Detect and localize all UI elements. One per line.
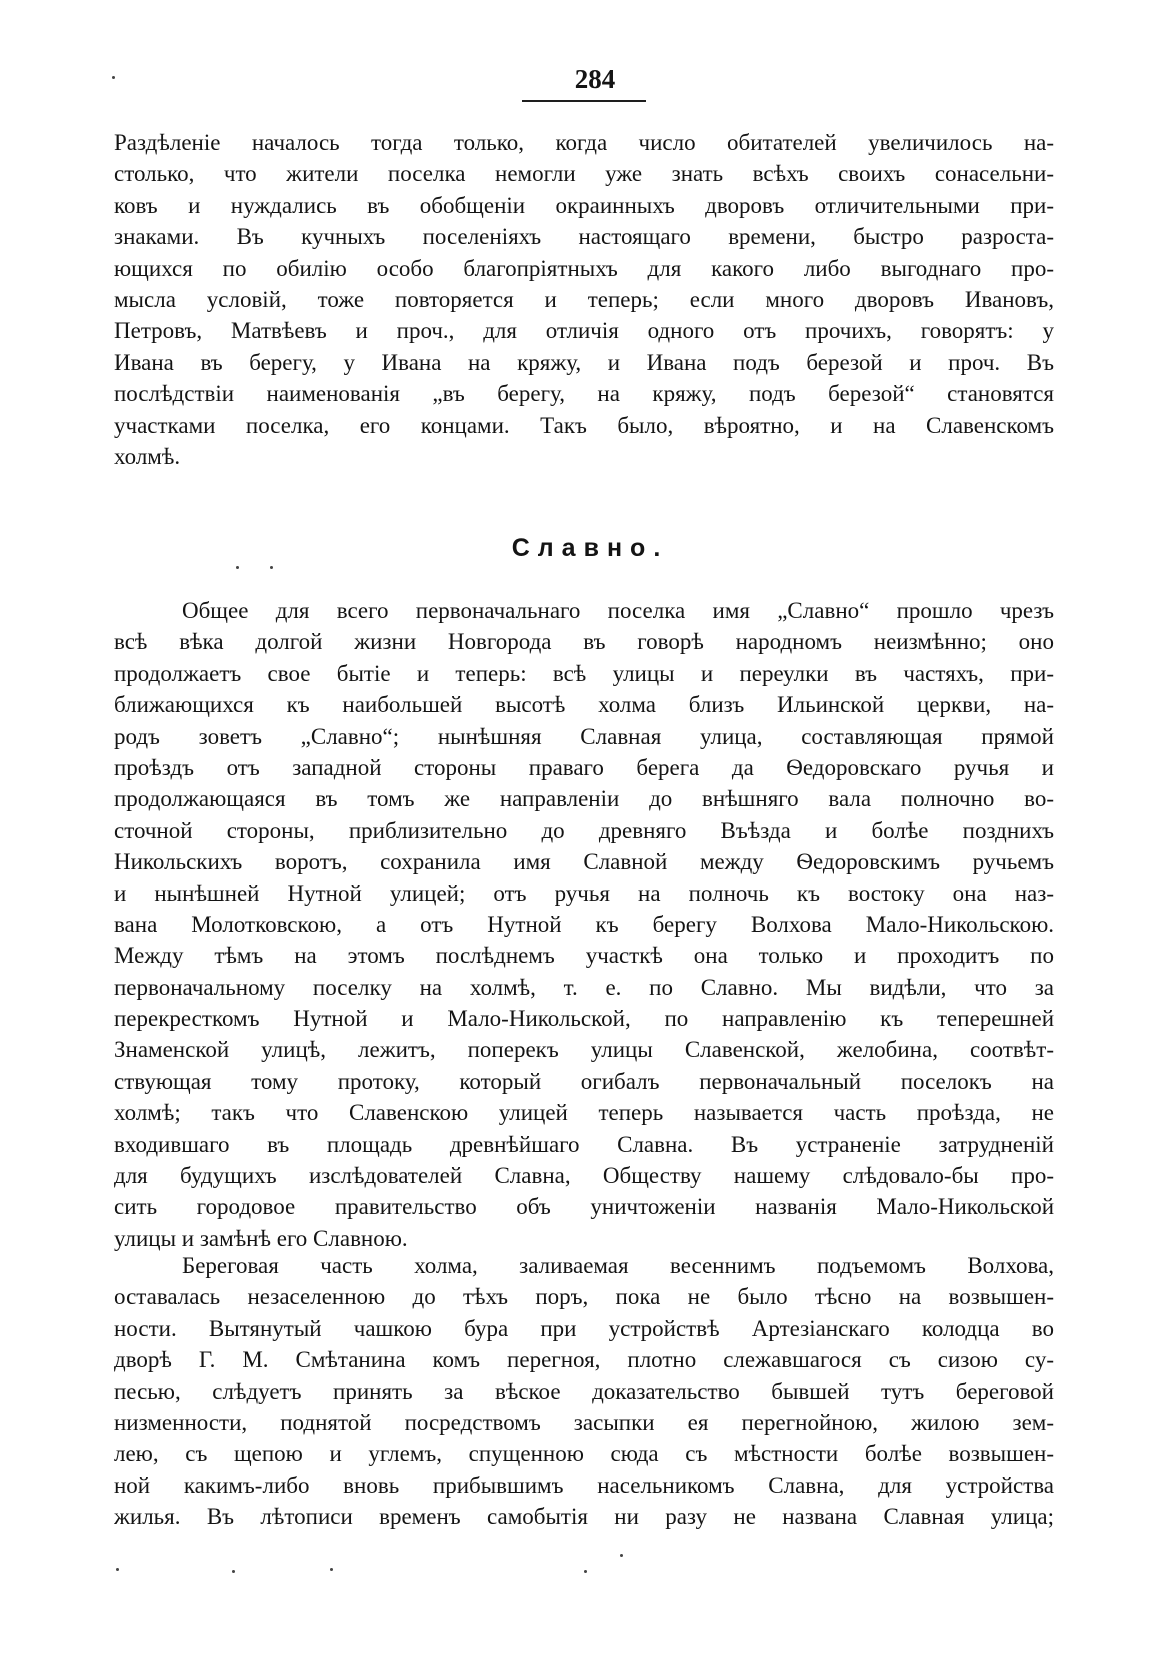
text-line: ближающихся къ наибольшей высотѣ холма близъ Ильинской церкви, на- (114, 692, 1054, 718)
text-line: Общее для всего первоначальнаго поселка имя „Славно“ прошло чрезъ (182, 598, 1054, 623)
text-line: столько, что жители поселка немогли уже знать всѣхъ своихъ сонасельни- (114, 161, 1054, 187)
text-line: песью, слѣдуетъ принять за вѣское доказательство бывшей тутъ береговой (114, 1378, 1054, 1404)
text-line: ной какимъ-либо вновь прибывшимъ насельникомъ Славна, для устройства (114, 1472, 1054, 1498)
scan-speck (620, 1554, 623, 1557)
text-line: Ивана въ берегу, у Ивана на кряжу, и Ивана подъ березой и проч. Въ (114, 349, 1054, 375)
scan-speck (270, 566, 273, 569)
text-line: улицы и замѣнѣ его Славною. (114, 1225, 408, 1251)
text-line: Никольскихъ воротъ, сохранила имя Славной между Ѳедоровскимъ ручьемъ (114, 849, 1054, 875)
text-line: для будущихъ изслѣдователей Славна, Обществу нашему слѣдовало-бы про- (114, 1163, 1054, 1189)
text-line: ющихся по обилію особо благопріятныхъ для какого либо выгоднаго про- (114, 255, 1054, 281)
text-line: родъ зоветъ „Славно“; нынѣшняя Славная улица, составляющая прямой (114, 723, 1054, 749)
text-line: Береговая часть холма, заливаемая весеннимъ подъемомъ Волхова, (182, 1253, 1054, 1278)
text-line: ности. Вытянутый чашкою бура при устройствѣ Артезіанскаго колодца во (114, 1315, 1054, 1341)
text-line: и нынѣшней Нутной улицей; отъ ручья на полночь къ востоку она наз- (114, 880, 1054, 906)
text-line: послѣдствіи наименованія „въ берегу, на кряжу, подъ березой“ становятся (114, 381, 1054, 407)
text-line: участками поселка, его концами. Такъ было, вѣроятно, и на Славенскомъ (114, 412, 1054, 438)
text-line: дворѣ Г. М. Смѣтанина комъ перегноя, плотно слежавшагося съ сизою су- (114, 1347, 1054, 1373)
paragraph-slavno (114, 595, 1054, 1254)
scan-speck (236, 566, 239, 569)
text-line: продолжающаяся въ томъ же направленіи до внѣшняго вала полночно во- (114, 786, 1054, 812)
text-line: входившаго въ площадь древнѣйшаго Славна. Въ устраненіе затрудненій (114, 1131, 1054, 1157)
scan-speck (112, 76, 115, 79)
text-line: оставалась незаселенною до тѣхъ поръ, пока не было тѣсно на возвышен- (114, 1284, 1054, 1310)
text-line: Петровъ, Матвѣевъ и проч., для отличія одного отъ прочихъ, говорятъ: у (114, 318, 1054, 344)
paragraph-riverbank (114, 1250, 1054, 1533)
text-line: мысла условій, тоже повторяется и теперь; если много дворовъ Ивановъ, (114, 286, 1054, 312)
text-line: Раздѣленіе началось тогда только, когда число обитателей увеличилось на- (114, 130, 1054, 155)
text-line: жилья. Въ лѣтописи временъ самобытія ни разу не названа Славная улица; (114, 1504, 1054, 1530)
scan-speck (116, 1568, 119, 1571)
text-line: низменности, поднятой посредствомъ засыпки ея перегнойною, жилою зем- (114, 1409, 1054, 1435)
text-line: первоначальному поселку на холмѣ, т. е. по Славно. Мы видѣли, что за (114, 974, 1054, 1000)
text-line: лею, съ щепою и углемъ, спущенною сюда съ мѣстности болѣе возвышен- (114, 1441, 1054, 1467)
scan-speck (232, 1570, 235, 1573)
text-line: вана Молотковскою, а отъ Нутной къ берегу Волхова Мало-Никольскою. (114, 911, 1054, 937)
text-line: сить городовое правительство объ уничтоженіи названія Мало-Никольской (114, 1194, 1054, 1220)
paragraph-continuation (114, 127, 1054, 472)
scan-speck (584, 1570, 587, 1573)
text-line: перекресткомъ Нутной и Мало-Никольской, по направленію къ теперешней (114, 1006, 1054, 1032)
text-line: Между тѣмъ на этомъ послѣднемъ участкѣ она только и проходитъ по (114, 943, 1054, 969)
text-line: Знаменской улицѣ, лежитъ, поперекъ улицы Славенской, желобина, соотвѣт- (114, 1037, 1054, 1063)
text-line: ствующая тому протоку, который огибалъ первоначальный поселокъ на (114, 1068, 1054, 1094)
text-line: холмѣ. (114, 443, 181, 469)
scan-speck (330, 1568, 333, 1571)
page-number-underline (522, 100, 646, 102)
text-line: проѣздъ отъ западной стороны праваго берега да Ѳедоровскаго ручья и (114, 754, 1054, 780)
text-line: продолжаетъ свое бытіе и теперь: всѣ улицы и переулки въ частяхъ, при- (114, 660, 1054, 686)
section-heading: Славно. (511, 534, 669, 562)
text-line: холмѣ; такъ что Славенскою улицей теперь называется часть проѣзда, не (114, 1100, 1054, 1126)
page-number: 284 (574, 64, 616, 94)
text-line: знаками. Въ кучныхъ поселеніяхъ настоящаго времени, быстро разроста- (114, 224, 1054, 250)
text-line: всѣ вѣка долгой жизни Новгорода въ говорѣ народномъ неизмѣнно; оно (114, 629, 1054, 655)
text-line: сточной стороны, приблизительно до древняго Въѣзда и болѣе позднихъ (114, 817, 1054, 843)
text-line: ковъ и нуждались въ обобщеніи окраинныхъ дворовъ отличительными при- (114, 192, 1054, 218)
